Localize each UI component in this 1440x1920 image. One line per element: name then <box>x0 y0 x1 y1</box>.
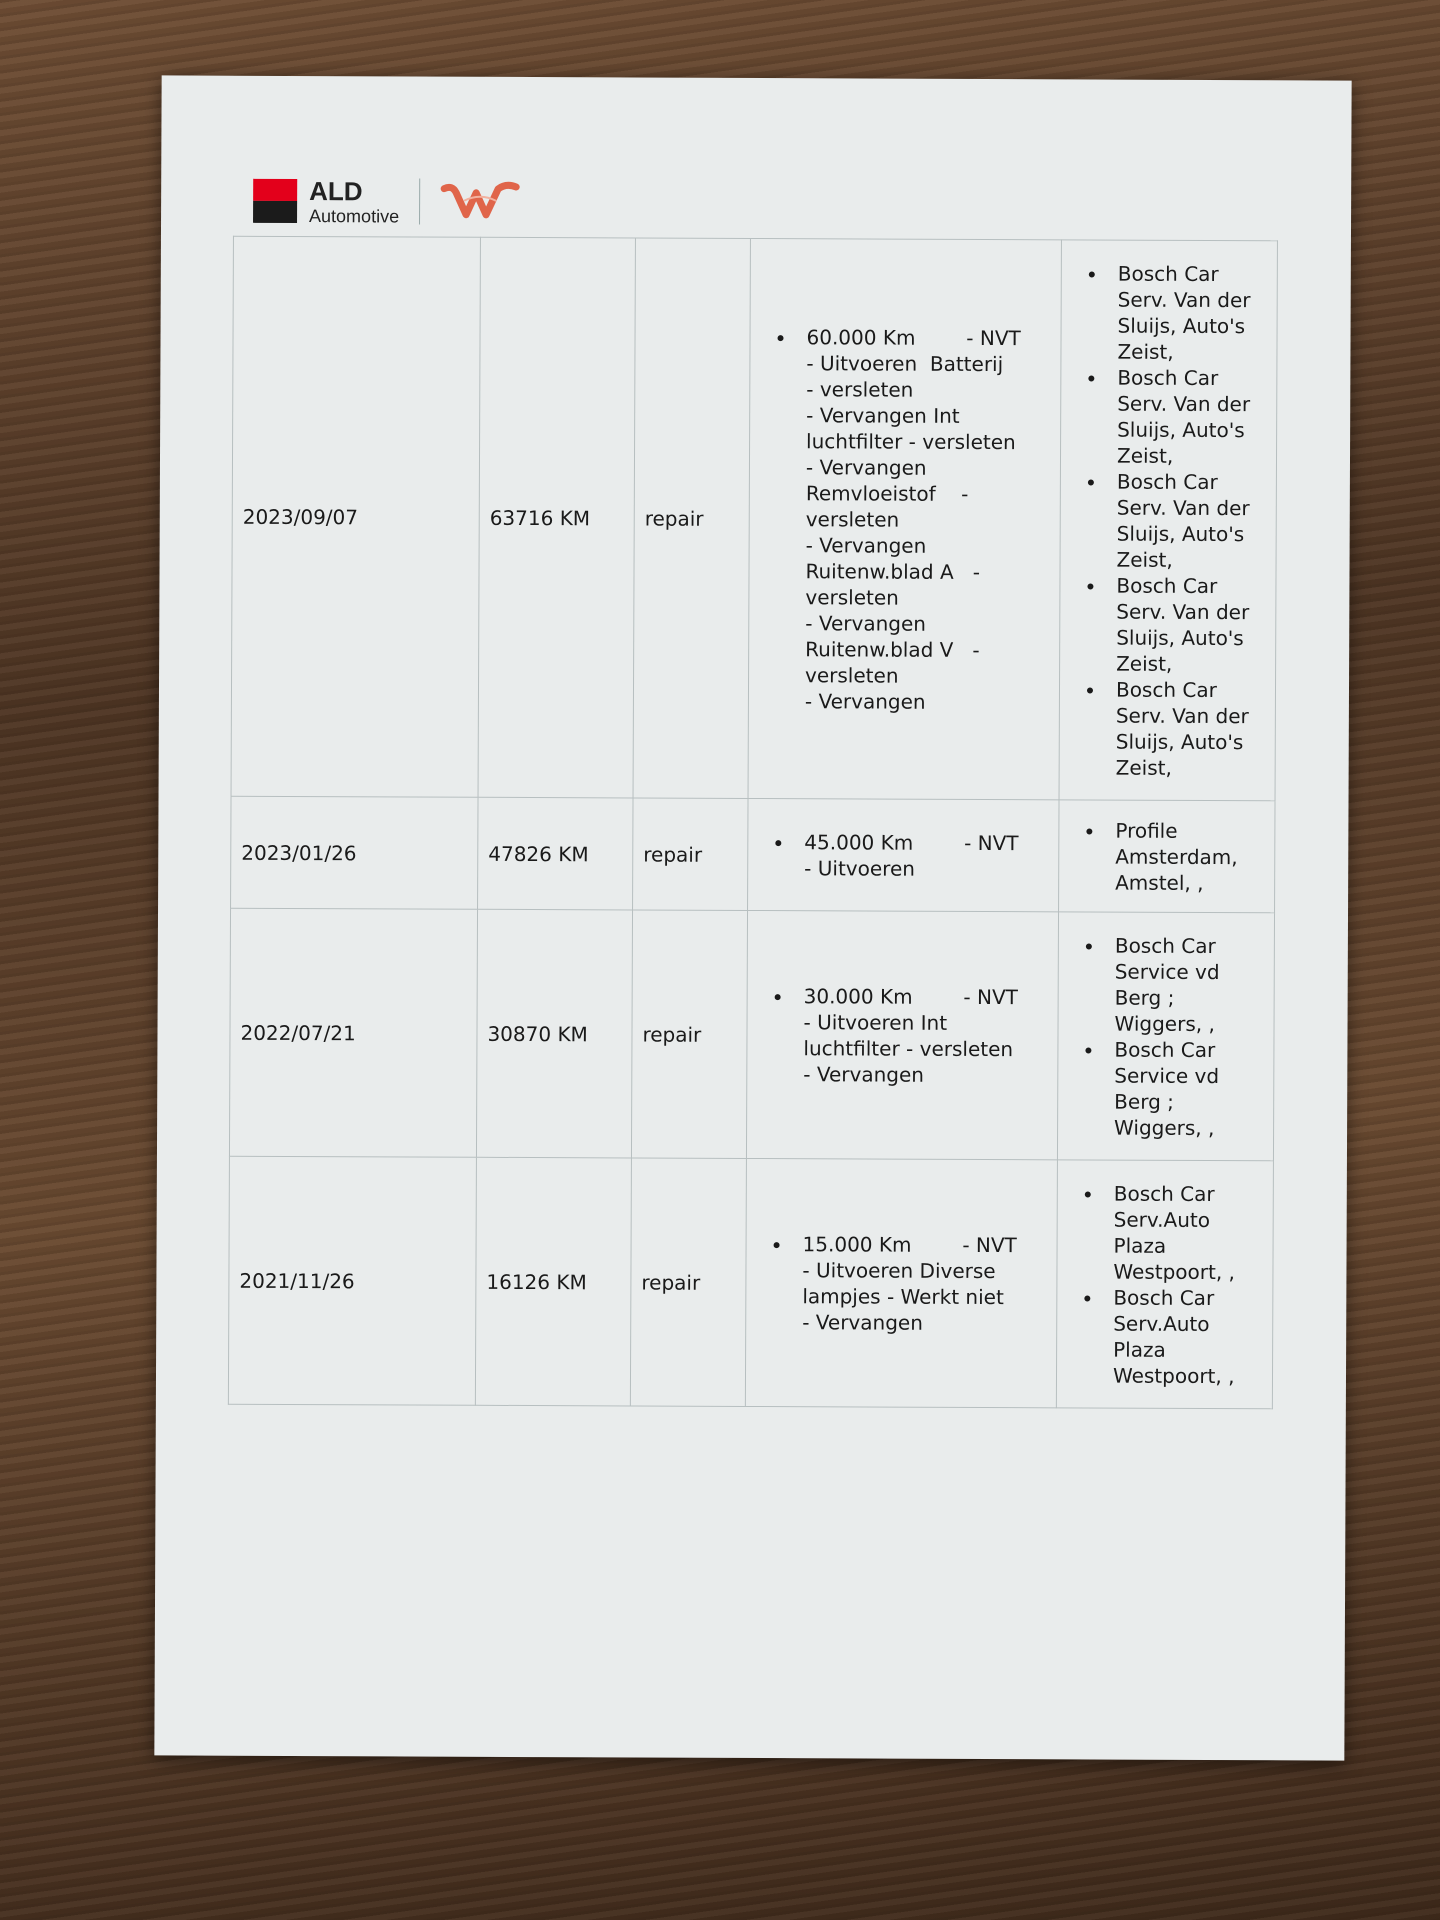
document-page <box>154 75 1351 1760</box>
description-text: • 30.000 Km - NVT - Uitvoeren Int luchtfilter - versleten - Vervangen <box>793 983 1047 1088</box>
date-cell: 2021/11/26 <box>228 1156 476 1405</box>
table-row <box>231 236 1277 801</box>
supplier-item: • Bosch Car Service vd Berg ; Wiggers, , <box>1104 932 1263 1037</box>
supplier-cell <box>1059 800 1275 913</box>
type-cell: repair <box>633 798 748 911</box>
table-row <box>228 1156 1273 1409</box>
supplier-cell <box>1057 912 1274 1161</box>
type-cell: repair <box>631 910 747 1158</box>
ald-logo-name: ALD <box>309 175 363 206</box>
table-row <box>229 908 1274 1161</box>
type-cell: repair <box>633 238 750 798</box>
logo-divider <box>419 179 420 225</box>
supplier-item: • Bosch Car Serv. Van der Sluijs, Auto's Zeist, <box>1106 572 1265 677</box>
description-text: • 45.000 Km - NVT - Uitvoeren <box>794 829 1048 882</box>
ald-logo <box>253 176 520 227</box>
table-row <box>231 796 1275 913</box>
supplier-cell <box>1059 240 1277 801</box>
description-cell <box>748 238 1061 799</box>
supplier-item: • Bosch Car Serv. Van der Sluijs, Auto's Zeist, <box>1107 260 1266 365</box>
type-cell: repair <box>630 1158 746 1406</box>
supplier-cell <box>1056 1160 1273 1409</box>
mileage-cell: 30870 KM <box>476 909 632 1158</box>
supplier-item: • Bosch Car Serv. Van der Sluijs, Auto's Zeist, <box>1107 364 1266 469</box>
mileage-cell: 47826 KM <box>478 797 633 910</box>
wasabi-logo-icon <box>440 179 520 225</box>
date-cell: 2023/09/07 <box>231 236 480 797</box>
description-text: • 60.000 Km - NVT - Uitvoeren Batterij - versleten - Vervangen Int luchtfilter - versleten - Vervangen Remvloeistof - versleten - Vervangen Ruitenw.blad A - versleten - Vervangen Ruitenw.blad V - versleten - Vervangen <box>795 324 1051 715</box>
supplier-item: • Bosch Car Serv.Auto Plaza Westpoort, , <box>1103 1180 1262 1285</box>
supplier-item: • Bosch Car Service vd Berg ; Wiggers, , <box>1104 1036 1263 1141</box>
mileage-cell: 16126 KM <box>475 1157 631 1406</box>
supplier-item: • Profile Amsterdam, Amstel, , <box>1105 817 1264 896</box>
description-cell <box>746 910 1058 1159</box>
description-cell <box>745 1158 1057 1407</box>
ald-logo-sub: Automotive <box>309 205 400 226</box>
description-text: • 15.000 Km - NVT - Uitvoeren Diverse lampjes - Werkt niet - Vervangen <box>792 1231 1046 1336</box>
date-cell: 2023/01/26 <box>231 796 478 909</box>
supplier-item: • Bosch Car Serv. Van der Sluijs, Auto's Zeist, <box>1107 468 1266 573</box>
date-cell: 2022/07/21 <box>229 908 477 1157</box>
supplier-item: • Bosch Car Serv.Auto Plaza Westpoort, , <box>1103 1284 1262 1389</box>
description-cell <box>748 798 1059 911</box>
ald-logo-mark <box>253 179 297 223</box>
supplier-item: • Bosch Car Serv. Van der Sluijs, Auto's Zeist, <box>1106 676 1265 781</box>
mileage-cell: 63716 KM <box>478 237 635 798</box>
maintenance-table <box>228 236 1278 1410</box>
